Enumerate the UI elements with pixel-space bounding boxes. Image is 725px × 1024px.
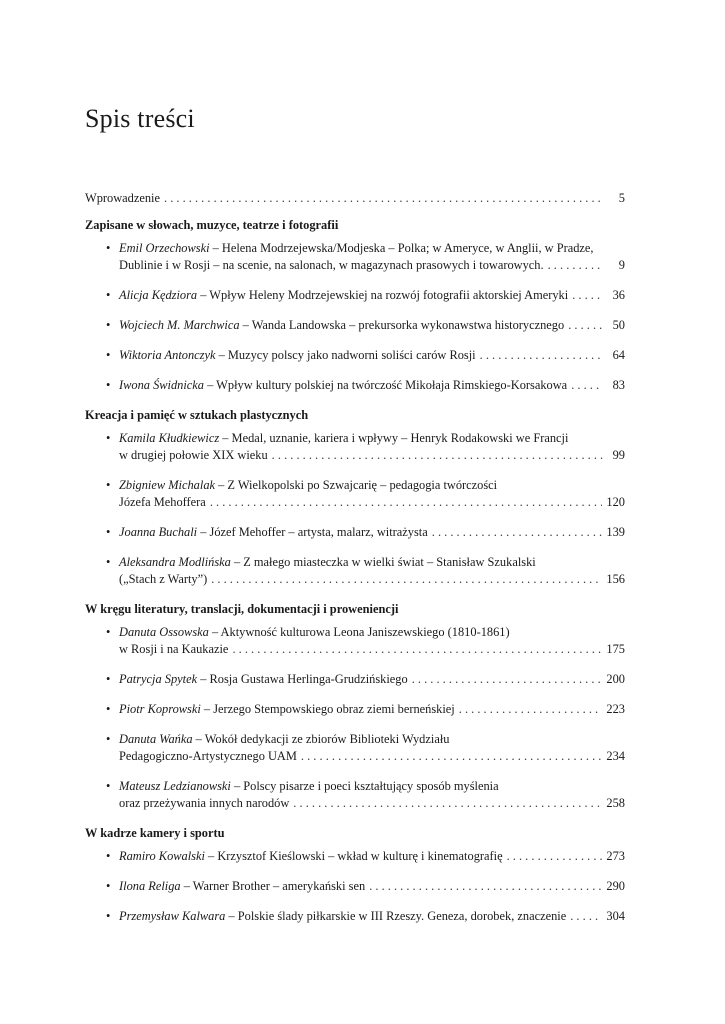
toc-entry-author: Wojciech M. Marchwica [119,318,240,332]
toc-entry-author: Emil Orzechowski [119,241,210,255]
toc-entry-line [119,671,625,688]
toc-page-number: 120 [606,495,625,509]
toc-page-number: 304 [606,909,625,923]
toc-page-number: 83 [612,378,625,392]
toc-page-number: 156 [606,572,625,586]
toc-entry-title: oraz przeżywania innych narodów [119,796,290,810]
bullet-icon: • [106,241,111,255]
bullet-icon: • [106,849,111,863]
toc-entry-line [119,701,625,718]
dot-leader [572,287,603,304]
toc-entry-text [119,477,497,494]
table-of-contents [85,190,625,938]
toc-entry-title: w drugiej połowie XIX wieku [119,448,268,462]
bullet-icon: • [106,318,111,332]
dot-leader [480,347,603,364]
toc-entry-author: Alicja Kędziora [119,288,198,302]
toc-entry-text [119,257,544,274]
dot-leader [369,878,602,895]
toc-entry-title: – Warner Brother – amerykański sen [180,879,366,893]
toc-entry-title: w Rosji i na Kaukazie [119,642,229,656]
toc-entry-title: – Medal, uznanie, kariera i wpływy – Henryk Rodakowski we Francji [219,431,569,445]
toc-page-number: 273 [606,849,625,863]
toc-entry-title: Józefa Mehoffera [119,495,206,509]
toc-entry-line [119,908,625,925]
dot-leader [507,848,603,865]
toc-entry[interactable] [85,240,625,274]
toc-entry-author: Aleksandra Modlińska [119,555,231,569]
toc-entry-author: Mateusz Ledzianowski [119,779,231,793]
toc-entry-text [119,908,566,925]
bullet-icon: • [106,702,111,716]
toc-entry-title: – Z Wielkopolski po Szwajcarię – pedagogia twórczości [215,478,498,492]
bullet-icon: • [106,909,111,923]
toc-entry[interactable] [85,878,625,895]
bullet-icon: • [106,431,111,445]
toc-entry-author: Zbigniew Michalak [119,478,216,492]
dot-leader [459,701,603,718]
toc-entry-title: – Aktywność kulturowa Leona Janiszewskiego (1810-1861) [208,625,510,639]
toc-entry-line [119,848,625,865]
dot-leader [571,377,603,394]
toc-entry-title: – Polskie ślady piłkarskie w III Rzeszy. Geneza, dorobek, znaczenie [225,909,567,923]
toc-entry-author: Iwona Świdnicka [119,378,205,392]
toc-entry-text [119,795,289,812]
bullet-icon: • [106,555,111,569]
toc-page-number: 200 [606,672,625,686]
toc-entry[interactable] [85,908,625,925]
toc-entry-line [119,240,625,257]
toc-entry-title: – Wokół dedykacji ze zbiorów Biblioteki Wydziału [192,732,450,746]
toc-entry-text [119,748,297,765]
toc-entry-line [119,571,625,588]
bullet-icon: • [106,879,111,893]
toc-entry-line [119,624,625,641]
toc-entry-text [119,641,228,658]
toc-page-number: 258 [606,796,625,810]
toc-page-number: 175 [606,642,625,656]
toc-entry-author: Kamila Kłudkiewicz [119,431,220,445]
toc-entry-text [119,778,499,795]
toc-entry-line [119,430,625,447]
toc-entry-text [119,347,476,364]
dot-leader [293,795,602,812]
toc-entry-line [119,347,625,364]
toc-entry-line [119,257,625,274]
toc-entry-line [119,317,625,334]
toc-entry[interactable] [85,524,625,541]
toc-entry[interactable] [85,554,625,588]
bullet-icon: • [106,478,111,492]
toc-entry-author: Przemysław Kalwara [119,909,226,923]
toc-page-number: 64 [612,348,625,362]
toc-entry[interactable] [85,347,625,364]
page-title: Spis treści [85,104,195,133]
toc-entry-title: („Stach z Warty”) [119,572,208,586]
toc-entry-text [119,377,567,394]
toc-entry-text [119,287,568,304]
toc-entry-text [119,878,365,895]
toc-section-heading: W kadrze kamery i sportu [85,826,225,840]
toc-entry-text [119,240,594,257]
toc-page-number: 99 [612,448,625,462]
toc-entry[interactable] [85,731,625,765]
toc-entry-text [119,571,207,588]
toc-entry[interactable] [85,317,625,334]
dot-leader [210,494,603,511]
toc-entry[interactable] [85,848,625,865]
dot-leader [272,447,603,464]
toc-entry-title: Dublinie i w Rosji – na scenie, na salonach, w magazynach prasowych i towarowych. [119,258,544,272]
toc-entry-text [119,447,268,464]
toc-entry[interactable] [85,701,625,718]
dot-leader [412,671,603,688]
bullet-icon: • [106,779,111,793]
toc-page-number: 139 [606,525,625,539]
toc-entry-title: – Wpływ kultury polskiej na twórczość Mikołaja Rimskiego-Korsakowa [204,378,568,392]
toc-entry-text [119,848,503,865]
toc-page-number: 36 [612,288,625,302]
toc-entry-text [119,624,510,641]
dot-leader [301,748,603,765]
toc-page-number: 234 [606,749,625,763]
toc-entry-text [119,430,568,447]
toc-entry[interactable] [85,778,625,812]
toc-entry-text [119,701,455,718]
toc-entry-line [119,477,625,494]
bullet-icon: • [106,625,111,639]
bullet-icon: • [106,288,111,302]
toc-entry[interactable] [85,671,625,688]
toc-entry-author: Danuta Wańka [119,732,193,746]
toc-page-number: 50 [612,318,625,332]
dot-leader [164,190,603,207]
toc-entry-line [119,748,625,765]
dot-leader [548,257,603,274]
toc-section-heading: Kreacja i pamięć w sztukach plastycznych [85,408,309,422]
toc-entry-line [119,377,625,394]
toc-section-heading: W kręgu literatury, translacji, dokumentacji i proweniencji [85,602,399,616]
dot-leader [232,641,602,658]
toc-entry-author: Joanna Buchali [119,525,198,539]
toc-entry[interactable] [85,377,625,394]
toc-page-number: 290 [606,879,625,893]
dot-leader [568,317,603,334]
toc-entry[interactable] [85,287,625,304]
toc-entry-title: – Z małego miasteczka w wielki świat – Stanisław Szukalski [230,555,536,569]
dot-leader [211,571,602,588]
bullet-icon: • [106,348,111,362]
toc-entry-text [119,494,206,511]
toc-entry-title: – Helena Modrzejewska/Modjeska – Polka; w Ameryce, w Anglii, w Pradze, [209,241,594,255]
dot-leader [432,524,603,541]
toc-intro-label: Wprowadzenie [85,191,160,205]
toc-entry-line [119,778,625,795]
toc-entry-line [119,494,625,511]
toc-entry-line [119,641,625,658]
dot-leader [570,908,602,925]
toc-entry-author: Wiktoria Antonczyk [119,348,216,362]
toc-intro[interactable] [85,190,625,207]
toc-entry-title: Pedagogiczno-Artystycznego UAM [119,749,297,763]
toc-page-number: 223 [606,702,625,716]
toc-entry-line [119,554,625,571]
toc-entry-text [119,524,428,541]
bullet-icon: • [106,732,111,746]
toc-entry-author: Patrycja Spytek [119,672,198,686]
toc-entry-text [119,731,449,748]
toc-entry-line [119,447,625,464]
toc-entry-line [119,878,625,895]
toc-entry-author: Piotr Koprowski [119,702,201,716]
bullet-icon: • [106,378,111,392]
toc-page-number: 9 [618,258,625,272]
toc-entry-title: – Wpływ Heleny Modrzejewskiej na rozwój fotografii aktorskiej Ameryki [197,288,569,302]
toc-entry-title: – Józef Mehoffer – artysta, malarz, witrażysta [197,525,428,539]
toc-entry-author: Ramiro Kowalski [119,849,205,863]
toc-entry-text [119,317,564,334]
bullet-icon: • [106,525,111,539]
toc-entry-line [119,287,625,304]
toc-entry[interactable] [85,624,625,658]
toc-entry-line [119,795,625,812]
toc-entry-title: – Wanda Landowska – prekursorka wykonawstwa historycznego [239,318,565,332]
toc-entry-line [119,731,625,748]
toc-entry-title: – Muzycy polscy jako nadworni soliści carów Rosji [215,348,476,362]
toc-entry-title: – Polscy pisarze i poeci kształtujący sposób myślenia [230,779,499,793]
toc-entry-text [119,554,536,571]
toc-page-number: 5 [618,191,625,205]
bullet-icon: • [106,672,111,686]
toc-entry-title: – Rosja Gustawa Herlinga-Grudzińskiego [197,672,408,686]
toc-entry-title: – Krzysztof Kieślowski – wkład w kulturę i kinematografię [204,849,503,863]
toc-entry-title: – Jerzego Stempowskiego obraz ziemi berneńskiej [200,702,455,716]
toc-entry-line [119,524,625,541]
toc-entry[interactable] [85,430,625,464]
toc-entry-text [119,671,408,688]
toc-entry-author: Danuta Ossowska [119,625,209,639]
toc-entry[interactable] [85,477,625,511]
toc-section-heading: Zapisane w słowach, muzyce, teatrze i fotografii [85,218,339,232]
toc-entry-author: Ilona Religa [119,879,181,893]
